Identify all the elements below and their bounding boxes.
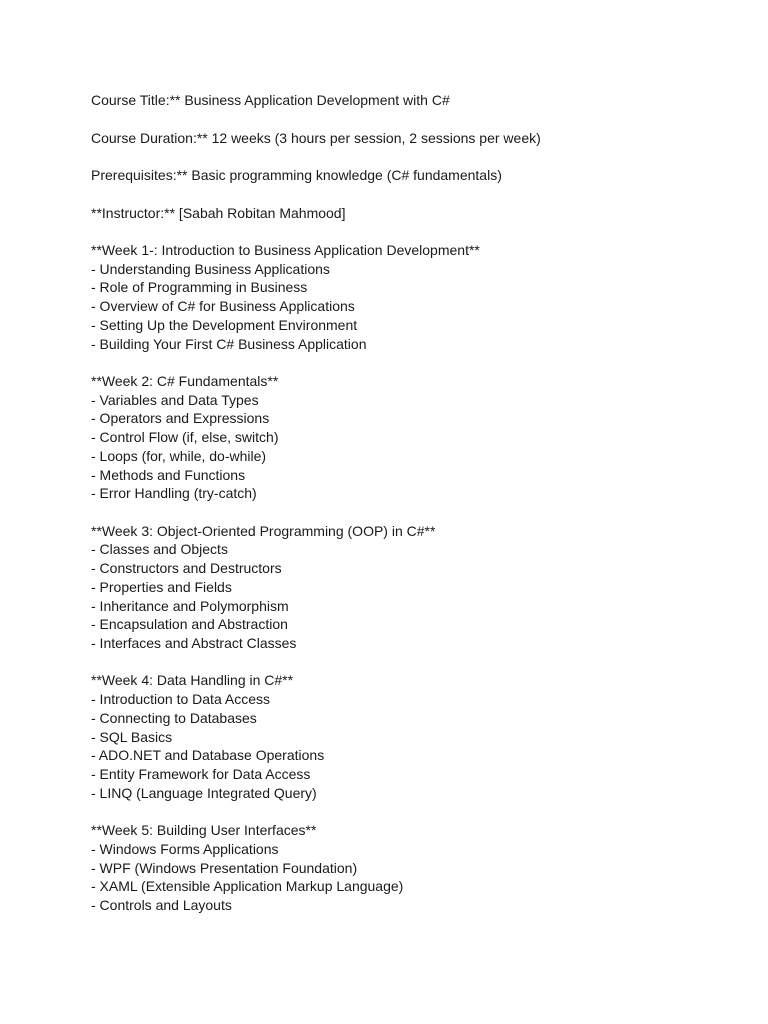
topic-item: - Encapsulation and Abstraction <box>91 616 288 633</box>
topic-item: - Understanding Business Applications <box>91 260 330 277</box>
topic-item: - Constructors and Destructors <box>91 560 282 577</box>
week-heading: **Week 4: Data Handling in C#** <box>91 672 294 689</box>
week-heading: **Week 5: Building User Interfaces** <box>91 822 317 839</box>
topic-item: - Classes and Objects <box>91 541 228 558</box>
topic-item: - Windows Forms Applications <box>91 840 279 857</box>
topic-item: - Controls and Layouts <box>91 896 232 913</box>
course-prerequisites: Prerequisites:** Basic programming knowledge (C# fundamentals) <box>91 167 502 183</box>
topic-item: - Connecting to Databases <box>91 709 257 726</box>
week-section-5 <box>91 821 731 915</box>
week-heading: **Week 3: Object-Oriented Programming (OOP) in C#** <box>91 522 436 539</box>
topic-item: - Error Handling (try-catch) <box>91 485 257 502</box>
topic-item: - WPF (Windows Presentation Foundation) <box>91 859 358 876</box>
topic-item: - XAML (Extensible Application Markup Language) <box>91 878 404 895</box>
topic-item: - Role of Programming in Business <box>91 279 308 296</box>
topic-item: - LINQ (Language Integrated Query) <box>91 784 317 801</box>
topic-item: - Methods and Functions <box>91 466 246 483</box>
topic-item: - ADO.NET and Database Operations <box>91 747 325 764</box>
course-title: Course Title:** Business Application Development with C# <box>91 92 450 108</box>
week-section-2 <box>91 372 731 503</box>
course-instructor: **Instructor:** [Sabah Robitan Mahmood] <box>91 204 346 221</box>
week-heading: **Week 1-: Introduction to Business Application Development** <box>91 242 480 258</box>
topic-item: - Properties and Fields <box>91 578 232 595</box>
topic-item: - Overview of C# for Business Applications <box>91 298 355 315</box>
topic-item: - Building Your First C# Business Application <box>91 335 367 352</box>
week-section-3 <box>91 522 731 653</box>
topic-item: - SQL Basics <box>91 728 173 745</box>
topic-item: - Interfaces and Abstract Classes <box>91 634 297 651</box>
topic-item: - Setting Up the Development Environment <box>91 316 358 333</box>
topic-item: - Introduction to Data Access <box>91 691 270 708</box>
week-section-4 <box>91 671 731 802</box>
course-duration: Course Duration:** 12 weeks (3 hours per session, 2 sessions per week) <box>91 129 541 146</box>
topic-item: - Control Flow (if, else, switch) <box>91 429 279 446</box>
topic-item: - Entity Framework for Data Access <box>91 765 311 782</box>
week-section-1 <box>91 241 731 353</box>
course-syllabus <box>91 91 731 933</box>
topic-item: - Operators and Expressions <box>91 410 270 427</box>
topic-item: - Variables and Data Types <box>91 391 259 408</box>
week-heading: **Week 2: C# Fundamentals** <box>91 373 279 390</box>
topic-item: - Inheritance and Polymorphism <box>91 597 289 614</box>
topic-item: - Loops (for, while, do-while) <box>91 447 267 464</box>
